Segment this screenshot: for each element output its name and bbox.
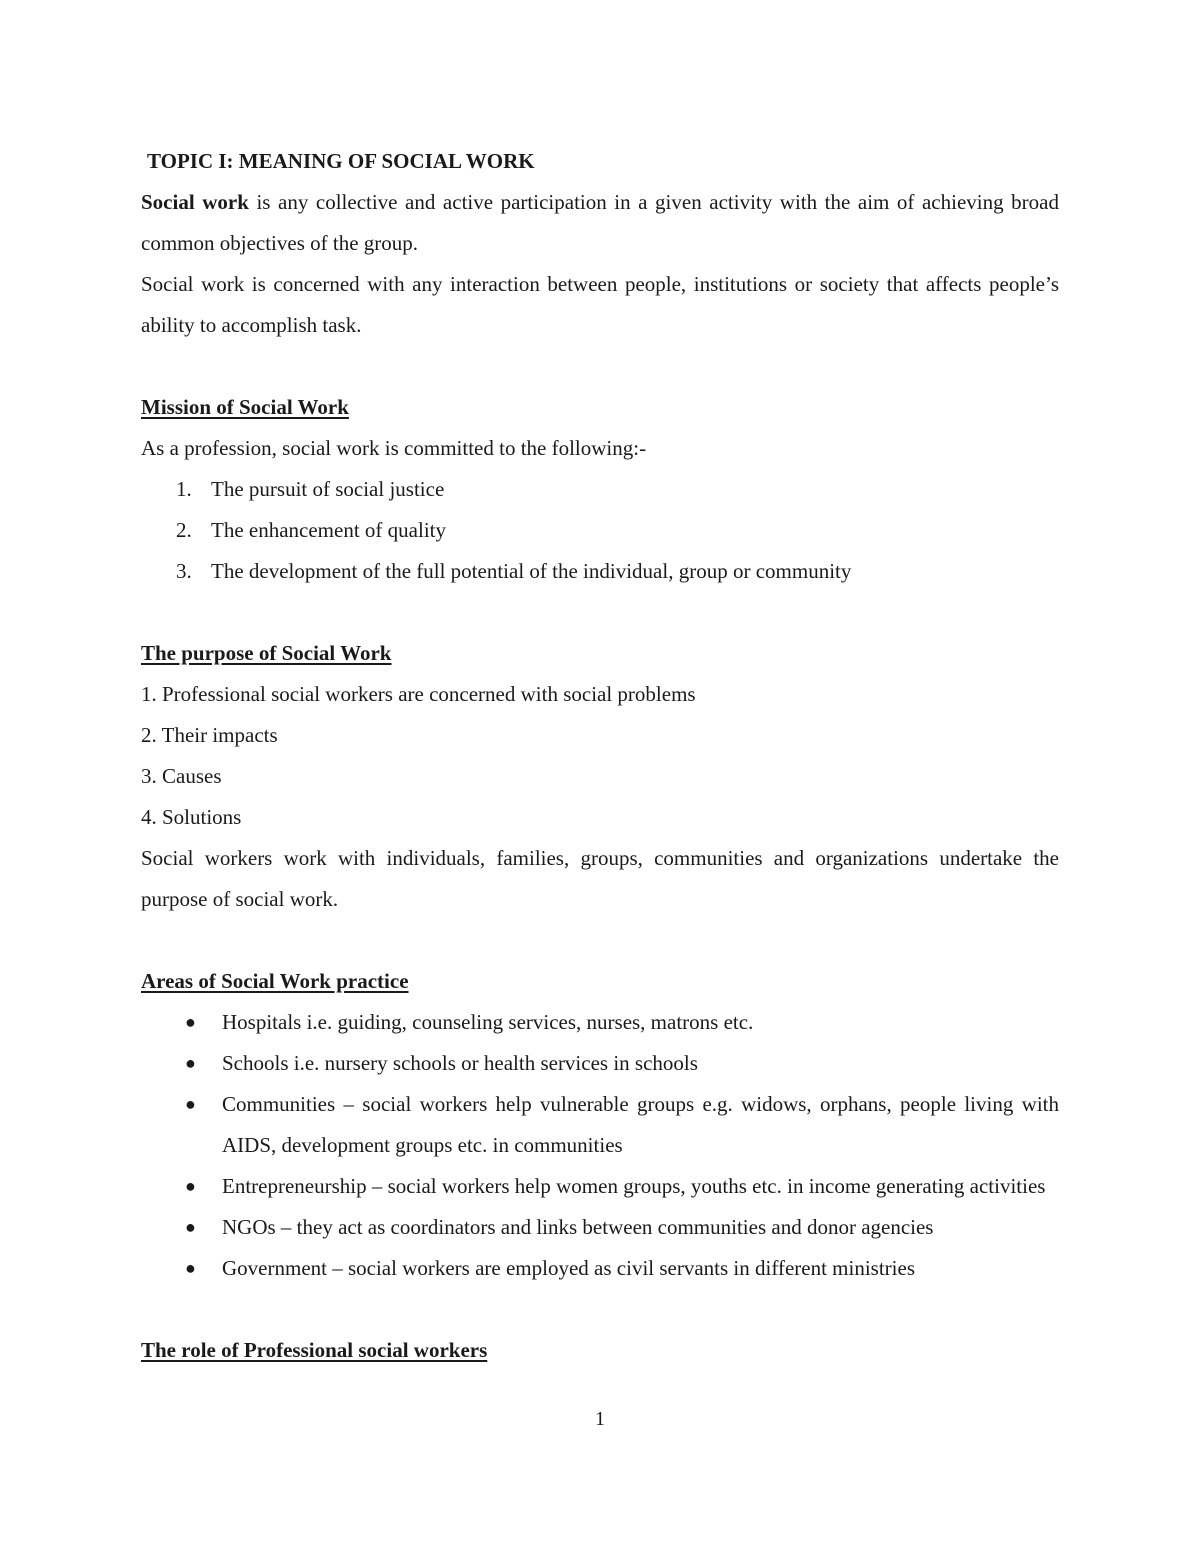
list-item-text: The development of the full potential of the individual, group or community: [211, 559, 852, 583]
list-item: [141, 1084, 1059, 1166]
list-number: 1.: [176, 477, 192, 501]
list-item: [141, 1043, 1059, 1084]
spacer: [141, 346, 1059, 387]
bullet-icon: ●: [185, 1012, 196, 1032]
list-item-text: NGOs – they act as coordinators and links between communities and donor agencies: [222, 1215, 934, 1239]
list-item: [141, 1002, 1059, 1043]
definition-term: Social work: [141, 190, 249, 214]
spacer: [141, 920, 1059, 961]
areas-list: [141, 1002, 1059, 1289]
list-item-text: Schools i.e. nursery schools or health services in schools: [222, 1051, 698, 1075]
list-item-text: The pursuit of social justice: [211, 477, 445, 501]
list-item: [141, 1248, 1059, 1289]
bullet-icon: ●: [185, 1053, 196, 1073]
list-item: [141, 1207, 1059, 1248]
purpose-item: 2. Their impacts: [141, 723, 278, 747]
bullet-icon: ●: [185, 1176, 196, 1196]
role-heading: The role of Professional social workers: [141, 1338, 488, 1362]
definition-text: is any collective and active participation in a given activity with the aim of achieving broad common objectives of the group.: [141, 190, 1059, 255]
list-item-text: Hospitals i.e. guiding, counseling services, nurses, matrons etc.: [222, 1010, 754, 1034]
purpose-item: 4. Solutions: [141, 805, 242, 829]
list-item: [141, 510, 1059, 551]
definition-paragraph: [141, 182, 1059, 264]
list-item-text: Communities – social workers help vulnerable groups e.g. widows, orphans, people living with AIDS, development groups etc. in communities: [222, 1092, 1059, 1157]
bullet-icon: ●: [185, 1258, 196, 1278]
bullet-icon: ●: [185, 1094, 196, 1114]
list-item: [141, 1166, 1059, 1207]
mission-list: [141, 469, 1059, 592]
list-number: 3.: [176, 559, 192, 583]
list-item-text: The enhancement of quality: [211, 518, 446, 542]
document-body: [141, 141, 1059, 1371]
purpose-closing: Social workers work with individuals, families, groups, communities and organizations undertake the purpose of social work.: [141, 846, 1059, 911]
list-item: [141, 551, 1059, 592]
purpose-item: 3. Causes: [141, 764, 222, 788]
mission-lead: As a profession, social work is committed to the following:-: [141, 436, 647, 460]
mission-heading: Mission of Social Work: [141, 395, 349, 419]
list-number: 2.: [176, 518, 192, 542]
purpose-heading: The purpose of Social Work: [141, 641, 392, 665]
spacer: [141, 592, 1059, 633]
page-number: 1: [595, 1408, 605, 1430]
list-item-text: Government – social workers are employed as civil servants in different ministries: [222, 1256, 915, 1280]
purpose-item: 1. Professional social workers are concerned with social problems: [141, 682, 696, 706]
areas-heading: Areas of Social Work practice: [141, 969, 409, 993]
bullet-icon: ●: [185, 1217, 196, 1237]
concern-paragraph: Social work is concerned with any interaction between people, institutions or society that affects people’s ability to accomplish task.: [141, 272, 1059, 337]
list-item-text: Entrepreneurship – social workers help women groups, youths etc. in income generating activities: [222, 1174, 1046, 1198]
page-title: TOPIC I: MEANING OF SOCIAL WORK: [147, 149, 535, 173]
list-item: [141, 469, 1059, 510]
spacer: [141, 1289, 1059, 1330]
